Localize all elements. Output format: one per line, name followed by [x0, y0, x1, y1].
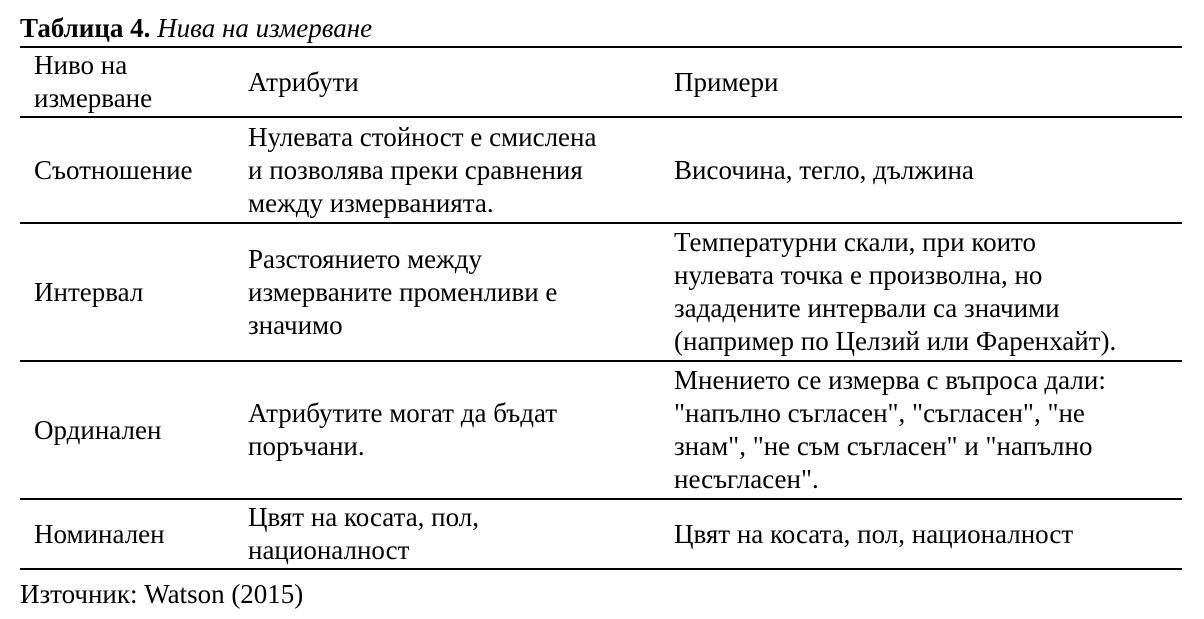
table-caption [20, 10, 372, 46]
table-title: Нива на измерване [157, 13, 373, 43]
table-row [20, 499, 1182, 569]
table-row [20, 223, 1182, 361]
table-number: Таблица 4. [20, 13, 151, 43]
cell-examples: Височина, тегло, дължина [674, 154, 974, 185]
table-row [20, 361, 1182, 499]
cell-attributes: Разстоянието между измерваните променливи е значимо [248, 243, 558, 340]
cell-level: Интервал [34, 276, 144, 307]
source-note: Източник: Watson (2015) [20, 579, 304, 609]
cell-attributes: Цвят на косата, пол, националност [248, 502, 479, 565]
cell-attributes: Атрибутите могат да бъдат поръчани. [248, 398, 558, 461]
cell-level: Съотношение [34, 154, 193, 185]
cell-examples: Мнението се измерва с въпроса дали: "напълно съгласен", "съгласен", "не знам", "не съм съгласен" и "напълно несъгласен". [674, 365, 1106, 494]
header-level: Ниво на измерване [34, 50, 153, 113]
table-header-row [20, 47, 1182, 117]
table-row [20, 117, 1182, 223]
cell-level: Ординален [34, 414, 162, 445]
cell-attributes: Нулевата стойност е смислена и позволява преки сравнения между измерванията. [248, 121, 597, 218]
measurement-levels-table [20, 46, 1182, 570]
header-examples: Примери [674, 66, 779, 97]
cell-level: Номинален [34, 518, 165, 549]
header-attributes: Атрибути [248, 66, 359, 97]
cell-examples: Температурни скали, при които нулевата точка е произволна, но зададените интервали са значими (например по Целзий или Фаренхайт). [674, 227, 1117, 356]
cell-examples: Цвят на косата, пол, националност [674, 518, 1074, 549]
